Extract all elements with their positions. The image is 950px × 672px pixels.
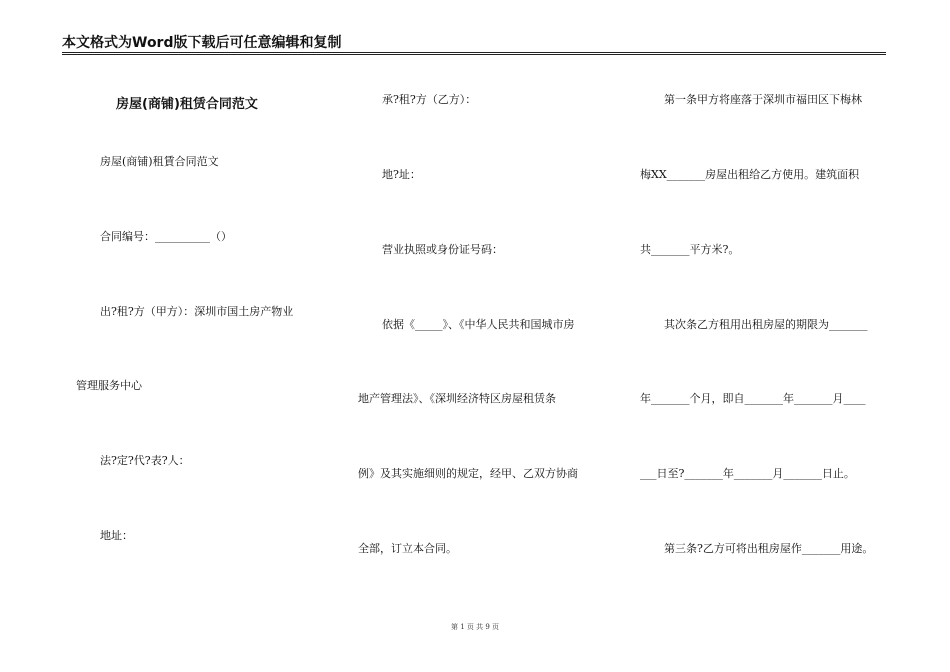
text-line: 地产管理法》、《深圳经济特区房屋租赁条	[358, 392, 556, 405]
text-line: 其次条乙方租用出租房屋的期限为_______	[664, 318, 868, 331]
text-line: 承?租?方（乙方）：	[382, 93, 477, 106]
page-number: 第 1 页 共 9 页	[450, 623, 500, 631]
text-line: 共_______平方米?。	[640, 243, 740, 256]
text-line: 地?址：	[382, 168, 421, 181]
page-header	[62, 34, 886, 54]
text-line: 例》及其实施细则的规定，经甲、乙双方协商	[358, 467, 578, 480]
document-title: 房屋(商铺)租赁合同范文	[116, 97, 258, 112]
text-line: 营业执照或身份证号码：	[382, 243, 503, 256]
text-line: 房屋(商铺)租賃合同范文	[100, 155, 219, 168]
text-line: 梅XX_______房屋出租给乙方使用。建筑面积	[640, 168, 860, 181]
text-line: 管理服务中心	[76, 379, 142, 392]
header-title: 本文格式为Word版下载后可任意编辑和复制	[62, 35, 342, 51]
text-line: 第一条甲方将座落于深圳市福田区下梅林	[664, 93, 862, 106]
text-line: 年_______个月，即自_______年_______月____	[640, 392, 866, 405]
text-line: 第三条?乙方可将出租房屋作_______用途。	[664, 542, 874, 555]
text-line: 法?定?代?表?人：	[100, 454, 190, 467]
text-line: 出?租?方（甲方）：深圳市国土房产物业	[100, 305, 294, 318]
text-line: 全部，订立本合同。	[358, 542, 457, 555]
text-line: 依据《_____》、《中华人民共和国城市房	[382, 318, 575, 331]
text-line: ___日至?_______年_______月_______日止。	[640, 467, 855, 480]
text-line: 合同编号：__________（）	[100, 230, 232, 243]
text-line: 地址：	[100, 529, 133, 542]
header-divider	[62, 52, 886, 55]
